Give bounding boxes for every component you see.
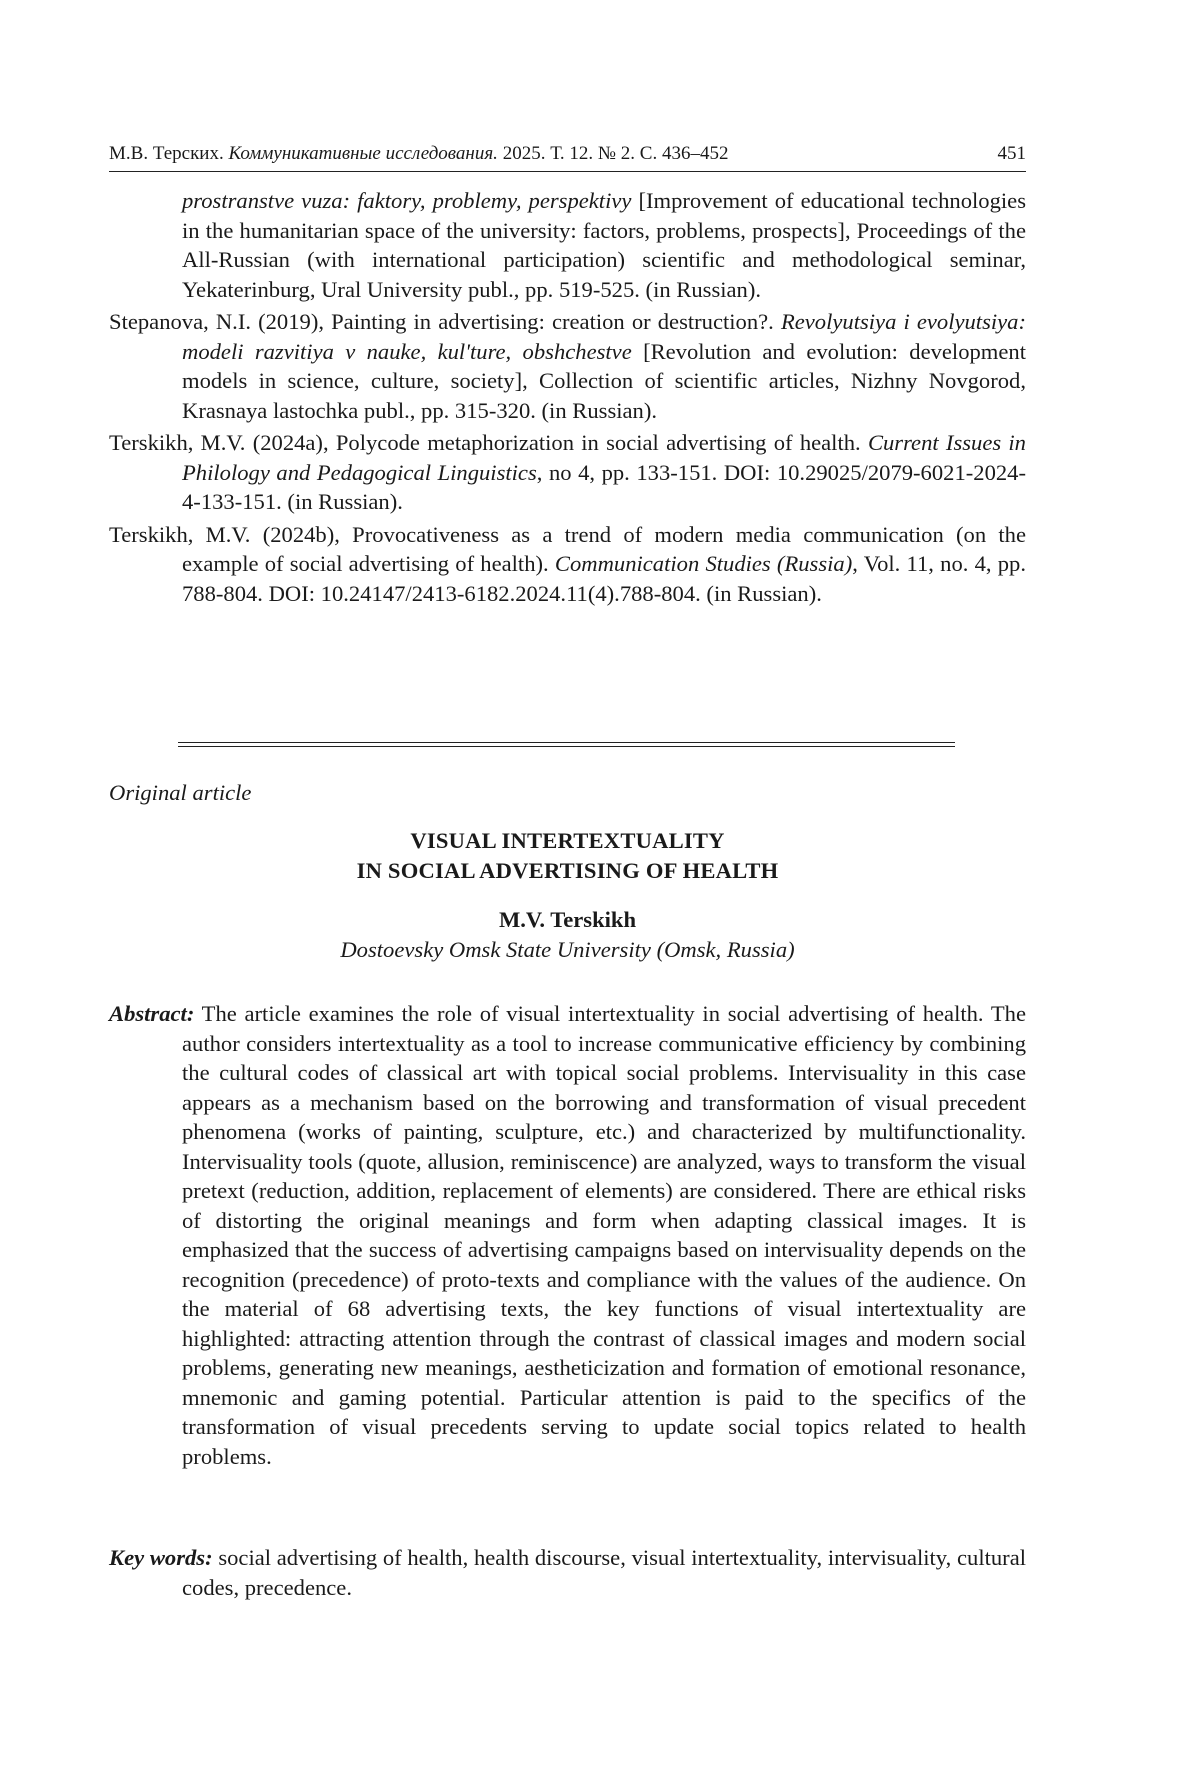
abstract [109, 999, 1026, 1471]
title-block [109, 826, 1026, 965]
keywords-text: social advertising of health, health discourse, visual intertextuality, intervisuality, cultural codes, precedence. [182, 1545, 1026, 1600]
abstract-label: Abstract: [109, 1001, 195, 1026]
running-head-citation: М.В. Терских. Коммуникативные исследования. 2025. Т. 12. № 2. С. 436–452 [109, 143, 729, 164]
header-rule [109, 171, 1026, 172]
article-title-line-2: IN SOCIAL ADVERTISING OF HEALTH [356, 858, 779, 883]
reference-list [109, 186, 1026, 611]
reference-item: Stepanova, N.I. (2019), Painting in advertising: creation or destruction?. Revolyutsiya i evolyutsiya: modeli razvitiya v nauke, kul'ture, obshchestve [Revolution and evolution: development models in science, culture, society], Collection of scientific articles, Nizhny Novgorod, Krasnaya lastochka publ., pp. 315-320. (in Russian). [109, 309, 1027, 423]
keywords-label: Key words: [109, 1545, 213, 1570]
reference-continuation: prostranstve vuza: faktory, problemy, perspektivy [Improvement of educational technologies in the humanitarian space of the university: factors, problems, prospects], Proceedings of the All-Russian (with international participation) scientific and methodological seminar, Yekaterinburg, Ural University publ., pp. 519-525. (in Russian). [182, 188, 1026, 302]
page-number: 451 [997, 143, 1026, 164]
article-title-line-1: VISUAL INTERTEXTUALITY [410, 828, 725, 853]
section-divider [178, 742, 955, 747]
abstract-text: The article examines the role of visual intertextuality in social advertising of health. The author considers intertextuality as a tool to increase communicative efficiency by combining the cultural codes of classical art with topical social problems. Intervisuality in this case appears as a mechanism based on the borrowing and transformation of visual precedent phenomena (works of painting, sculpture, etc.) and characterized by multifunctionality. Intervisuality tools (quote, allusion, reminiscence) are analyzed, ways to transform the visual pretext (reduction, addition, replacement of elements) are considered. There are ethical risks of distorting the original meanings and form when adapting classical images. It is emphasized that the success of advertising campaigns based on intervisuality depends on the recognition (precedence) of proto-texts and compliance with the values of the audience. On the material of 68 advertising texts, the key functions of visual intertextuality are highlighted: attracting attention through the contrast of classical images and modern social problems, generating new meanings, aestheticization and formation of emotional resonance, mnemonic and gaming potential. Particular attention is paid to the specifics of the transformation of visual precedents serving to update social topics related to health problems. [182, 1001, 1026, 1469]
reference-item: Terskikh, M.V. (2024a), Polycode metaphorization in social advertising of health. Current Issues in Philology and Pedagogical Linguistics, no 4, pp. 133-151. DOI: 10.29025/2079-6021-2024-4-133-151. (in Russian). [109, 430, 1026, 514]
article-type: Original article [109, 780, 252, 805]
author-name: M.V. Terskikh [498, 907, 637, 932]
reference-item: Terskikh, M.V. (2024b), Provocativeness as a trend of modern media communication (on the example of social advertising of health). Communication Studies (Russia), Vol. 11, no. 4, pp. 788-804. DOI: 10.24147/2413-6182.2024.11(4).788-804. (in Russian). [109, 521, 1026, 606]
keywords [109, 1543, 1026, 1602]
running-head [109, 142, 1026, 166]
author-affiliation: Dostoevsky Omsk State University (Omsk, Russia) [340, 937, 795, 962]
